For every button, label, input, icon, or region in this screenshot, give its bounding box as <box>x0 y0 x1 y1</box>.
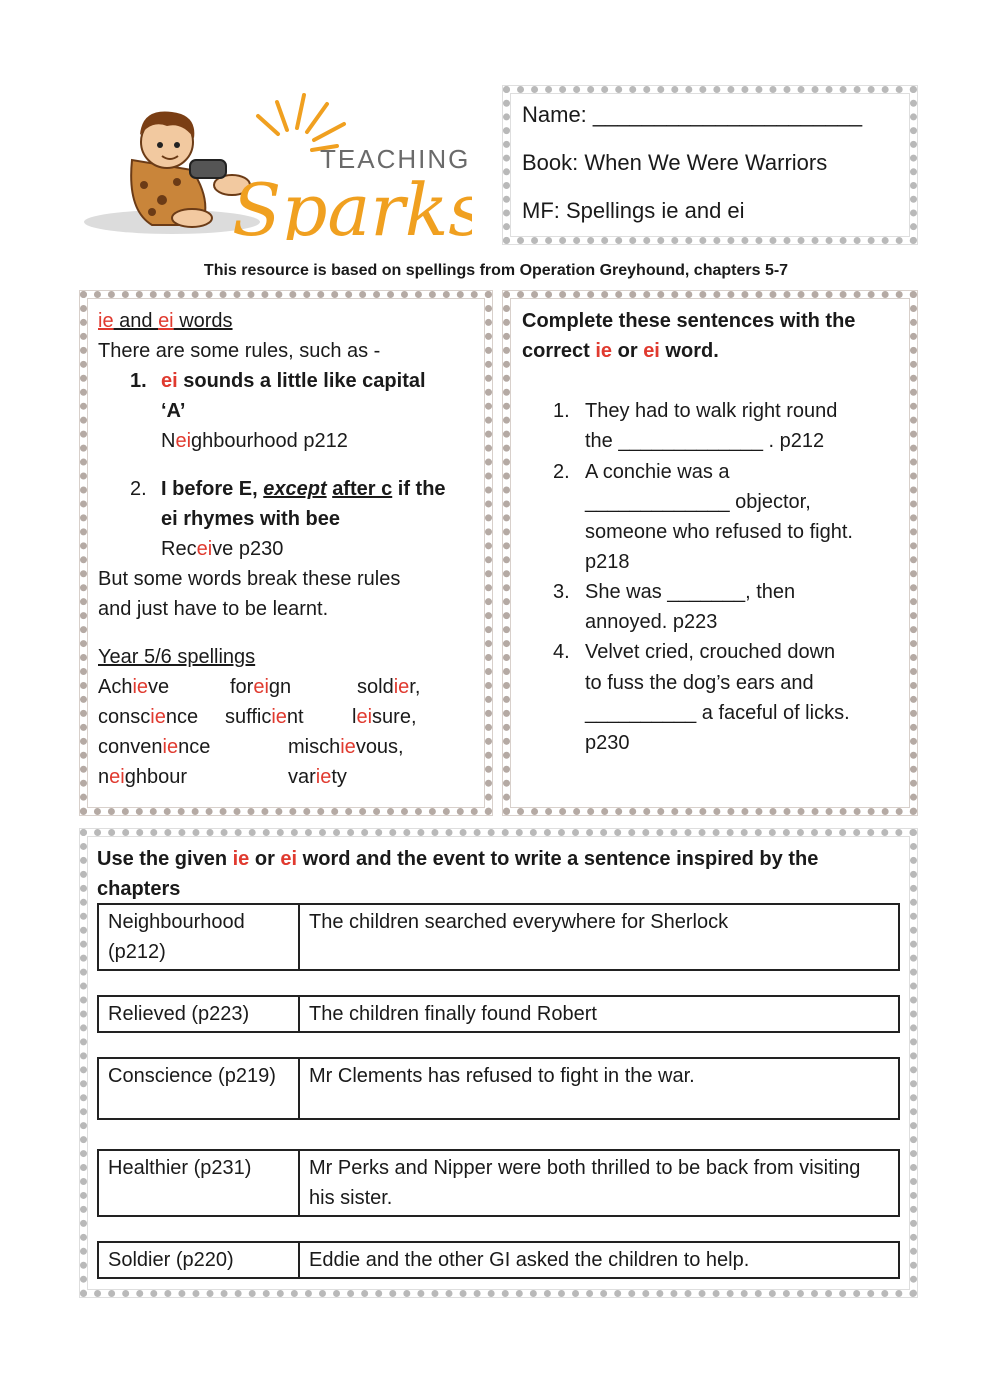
event-cell[interactable]: Mr Clements has refused to fight in the war. <box>299 1058 899 1119</box>
event-cell[interactable]: The children finally found Robert <box>299 996 899 1032</box>
rule-2-text-2: ei rhymes with bee <box>161 508 340 530</box>
event-cell[interactable]: Mr Perks and Nipper were both thrilled to be back from visiting his sister. <box>299 1150 899 1216</box>
rules-exception-1: But some words break these rules <box>98 568 401 590</box>
question-3-blank[interactable]: She was _______, then <box>585 581 796 603</box>
sentence-table-row-3 <box>97 1057 900 1120</box>
spelling-word: soldier, <box>357 676 421 698</box>
mf-topic: MF: Spellings ie and ei <box>522 198 745 223</box>
svg-text:TEACHING: TEACHING <box>320 144 471 174</box>
sentences-title-1: Use the given ie or ei word and the event to write a sentence inspired by the <box>97 848 819 870</box>
question-2-line: someone who refused to fight. <box>585 521 853 543</box>
sentence-table-row-1 <box>97 903 900 971</box>
spelling-word: conscience <box>98 706 199 728</box>
sentence-table-row-4 <box>97 1149 900 1217</box>
complete-title-2: correct ie or ei word. <box>522 340 719 362</box>
complete-title-1: Complete these sentences with the <box>522 310 856 332</box>
word-cell: Healthier (p231) <box>98 1150 299 1216</box>
rule-1-text: ei sounds a little like capital <box>161 370 426 392</box>
caveboy-mascot-icon <box>82 90 472 240</box>
question-1-blank[interactable]: the _____________ . p212 <box>585 430 825 452</box>
rule-1-text-2: ‘A’ <box>161 400 186 422</box>
spelling-word: sufficient <box>225 706 304 728</box>
rule-1-number: 1. <box>130 370 147 392</box>
spelling-word: convenience <box>98 736 211 758</box>
question-3-line: annoyed. p223 <box>585 611 718 633</box>
complete-sentences-box <box>503 291 917 815</box>
rule-2-number: 2. <box>130 478 147 500</box>
question-1-number: 1. <box>553 400 570 422</box>
svg-text:Sparks: Sparks <box>232 168 472 240</box>
question-4-blank[interactable]: __________ a faceful of licks. <box>585 702 850 724</box>
sentences-title-2: chapters <box>97 878 181 900</box>
name-field[interactable]: Name: ______________________ <box>522 102 863 127</box>
question-1-line: They had to walk right round <box>585 400 838 422</box>
word-cell: Soldier (p220) <box>98 1242 299 1278</box>
word-cell: Relieved (p223) <box>98 996 299 1032</box>
spelling-word: Achieve <box>98 676 170 698</box>
word-cell: Neighbourhood (p212) <box>98 904 299 970</box>
rule-2-text: I before E, except after c if the <box>161 478 446 500</box>
resource-subtitle: This resource is based on spellings from Operation Greyhound, chapters 5-7 <box>203 262 789 279</box>
book-title: Book: When We Were Warriors <box>522 150 828 175</box>
rule-2-example: Receive p230 <box>161 538 284 560</box>
question-2-blank[interactable]: _____________ objector, <box>585 491 811 513</box>
rules-exception-2: and just have to be learnt. <box>98 598 329 620</box>
spelling-word: mischievous, <box>288 736 404 758</box>
rules-heading: ie and ei words <box>98 310 233 332</box>
sentence-table-row-5 <box>97 1241 900 1279</box>
question-3-number: 3. <box>553 581 570 603</box>
spelling-word: neighbour <box>98 766 187 788</box>
spelling-word: leisure, <box>352 706 417 728</box>
rule-1-example: Neighbourhood p212 <box>161 430 348 452</box>
question-2-line: A conchie was a <box>585 461 730 483</box>
teaching-sparks-logo <box>82 90 472 240</box>
question-4-number: 4. <box>553 641 570 663</box>
rules-intro: There are some rules, such as - <box>98 340 381 362</box>
spelling-word: variety <box>288 766 347 788</box>
word-cell: Conscience (p219) <box>98 1058 299 1119</box>
question-4-line: Velvet cried, crouched down <box>585 641 836 663</box>
question-4-line: p230 <box>585 732 630 754</box>
event-cell[interactable]: Eddie and the other GI asked the children to help. <box>299 1242 899 1278</box>
spelling-word: foreign <box>230 676 292 698</box>
sentence-table-row-2 <box>97 995 900 1033</box>
question-2-line: p218 <box>585 551 630 573</box>
event-cell[interactable]: The children searched everywhere for Sherlock <box>299 904 899 970</box>
question-2-number: 2. <box>553 461 570 483</box>
question-4-line: to fuss the dog’s ears and <box>585 672 814 694</box>
year-spellings-heading: Year 5/6 spellings <box>98 646 256 668</box>
